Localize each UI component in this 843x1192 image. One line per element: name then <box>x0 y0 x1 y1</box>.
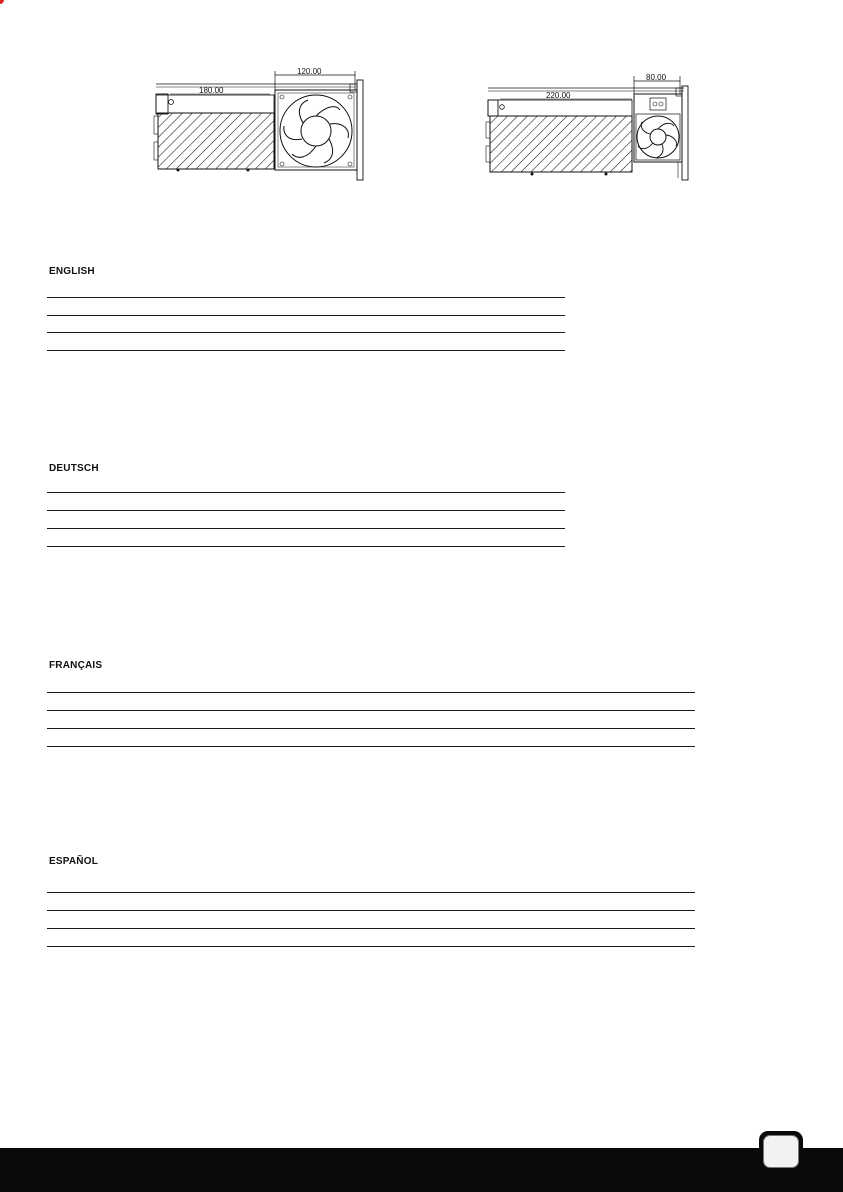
page-number-badge-inner <box>763 1135 799 1168</box>
corner-mark <box>0 0 4 4</box>
section-title-deutsch: DEUTSCH <box>49 463 99 474</box>
table-rule <box>47 332 565 333</box>
table-rule <box>47 546 565 547</box>
table-rule <box>47 297 565 298</box>
card-diagram-120mm-fan <box>150 66 380 184</box>
fan-dimension-label: 120.00 <box>297 67 322 76</box>
card-diagram-80mm-fan <box>484 70 704 188</box>
table-rule <box>47 350 565 351</box>
fan-dimension-label: 80.00 <box>646 73 667 82</box>
table-rule <box>47 315 565 316</box>
card-length-label: 180.00 <box>199 86 224 95</box>
table-rule <box>47 492 565 493</box>
table-rule <box>47 510 565 511</box>
section-title-english: ENGLISH <box>49 266 95 277</box>
table-rule <box>47 528 565 529</box>
table-rule <box>47 892 695 893</box>
card-length-label: 220.00 <box>546 91 571 100</box>
table-rule <box>47 928 695 929</box>
section-title-francais: FRANÇAIS <box>49 660 103 671</box>
section-title-espanol: ESPAÑOL <box>49 856 98 867</box>
table-rule <box>47 946 695 947</box>
page-number-badge <box>759 1131 803 1172</box>
table-rule <box>47 746 695 747</box>
footer-bar <box>0 1148 843 1192</box>
table-rule <box>47 692 695 693</box>
table-rule <box>47 728 695 729</box>
table-rule <box>47 910 695 911</box>
table-rule <box>47 710 695 711</box>
